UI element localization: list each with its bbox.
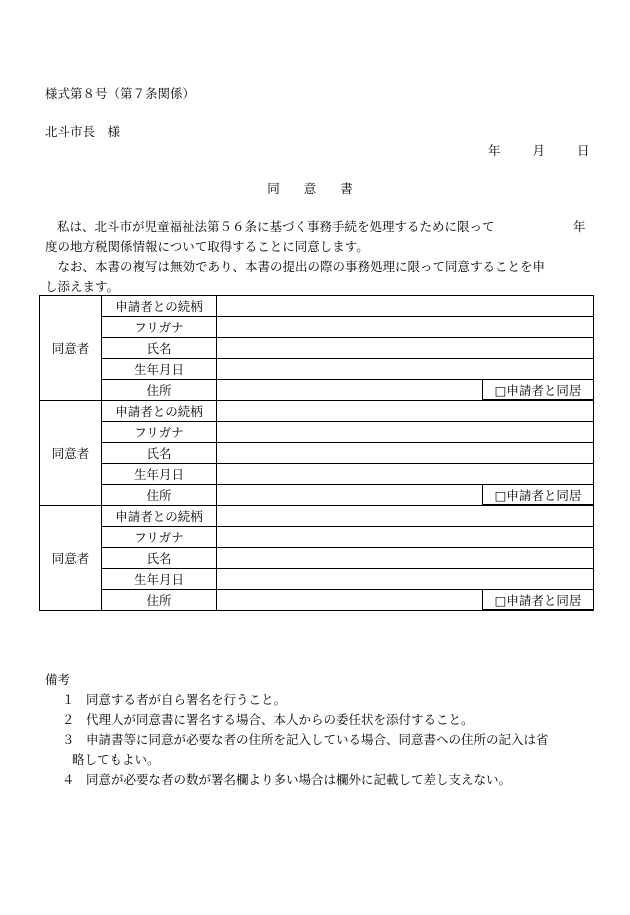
table-row (40, 422, 594, 443)
same-address-checkbox[interactable]: □申請者と同居 (482, 590, 593, 610)
notes-heading: 備考 (45, 672, 71, 687)
same-address-checkbox[interactable]: □申請者と同居 (482, 485, 593, 505)
addressee: 北斗市長 様 (45, 124, 121, 139)
same-address-checkbox[interactable]: □申請者と同居 (482, 380, 593, 400)
name-label: 氏名 (102, 338, 217, 359)
address-label: 住所 (102, 590, 217, 611)
birthdate-label: 生年月日 (102, 569, 217, 590)
furigana-field[interactable] (217, 527, 594, 548)
name-label: 氏名 (102, 443, 217, 464)
relation-label: 申請者との続柄 (102, 296, 217, 317)
note-item (62, 730, 592, 770)
consent-paragraph-2-line-1: なお、本書の複写は無効であり、本書の提出の際の事務処理に限って同意することを申 (45, 259, 546, 274)
furigana-field[interactable] (217, 317, 594, 338)
table-row (40, 443, 594, 464)
date-year-label: 年 (488, 143, 501, 158)
address-field[interactable] (217, 590, 594, 611)
note-text: 同意する者が自ら署名を行うこと。 (86, 692, 287, 707)
note-item (62, 690, 592, 710)
table-row (40, 590, 594, 611)
name-field[interactable] (217, 443, 594, 464)
table-row (40, 359, 594, 380)
document-title: 同 意 書 (267, 181, 363, 196)
birthdate-field[interactable] (217, 464, 594, 485)
consent-paragraph-2 (45, 257, 591, 297)
birthdate-field[interactable] (217, 359, 594, 380)
consent-paragraph-1-line-2: 度の地方税関係情報について取得することに同意します。 (45, 239, 369, 254)
note-item (62, 770, 592, 790)
furigana-field[interactable] (217, 422, 594, 443)
consenter-group-label: 同意者 (40, 401, 102, 506)
name-field[interactable] (217, 338, 594, 359)
note-number: ４ (62, 772, 75, 787)
note-number: ２ (62, 712, 75, 727)
address-field[interactable] (217, 380, 594, 401)
table-row (40, 506, 594, 527)
date-month-label: 月 (532, 143, 546, 158)
table-row (40, 317, 594, 338)
note-text: 代理人が同意書に署名する場合、本人からの委任状を添付すること。 (86, 712, 474, 727)
furigana-label: フリガナ (102, 317, 217, 338)
relation-label: 申請者との続柄 (102, 506, 217, 527)
consent-paragraph-2-line-2: し添えます。 (45, 279, 120, 294)
note-item (62, 710, 592, 730)
birthdate-label: 生年月日 (102, 359, 217, 380)
consenter-group-label: 同意者 (40, 506, 102, 611)
note-number: １ (62, 692, 75, 707)
form-number: 様式第８号（第７条関係） (45, 86, 196, 101)
table-row (40, 464, 594, 485)
birthdate-label: 生年月日 (102, 464, 217, 485)
note-text-continued: 略してもよい。 (72, 752, 160, 767)
address-label: 住所 (102, 485, 217, 506)
name-label: 氏名 (102, 548, 217, 569)
note-text: 同意が必要な者の数が署名欄より多い場合は欄外に記載して差し支えない。 (86, 772, 512, 787)
table-row (40, 527, 594, 548)
date-line (488, 141, 590, 159)
table-row (40, 485, 594, 506)
furigana-label: フリガナ (102, 422, 217, 443)
furigana-label: フリガナ (102, 527, 217, 548)
consent-year-label: 年 (573, 219, 586, 234)
consent-paragraph-1 (45, 217, 591, 257)
relation-field[interactable] (217, 506, 594, 527)
consenter-table (39, 295, 594, 611)
address-label: 住所 (102, 380, 217, 401)
name-field[interactable] (217, 548, 594, 569)
table-row (40, 380, 594, 401)
consent-paragraph-1-line-1: 私は、北斗市が児童福祉法第５６条に基づく事務手続を処理するために限って (57, 219, 495, 234)
relation-label: 申請者との続柄 (102, 401, 217, 422)
table-row (40, 569, 594, 590)
note-number: ３ (62, 732, 75, 747)
note-text: 申請書等に同意が必要な者の住所を記入している場合、同意書への住所の記入は省 (86, 732, 549, 747)
table-row (40, 548, 594, 569)
table-row (40, 338, 594, 359)
address-field[interactable] (217, 485, 594, 506)
relation-field[interactable] (217, 296, 594, 317)
relation-field[interactable] (217, 401, 594, 422)
table-row (40, 401, 594, 422)
birthdate-field[interactable] (217, 569, 594, 590)
consenter-group-label: 同意者 (40, 296, 102, 401)
table-row (40, 296, 594, 317)
date-day-label: 日 (577, 143, 590, 158)
